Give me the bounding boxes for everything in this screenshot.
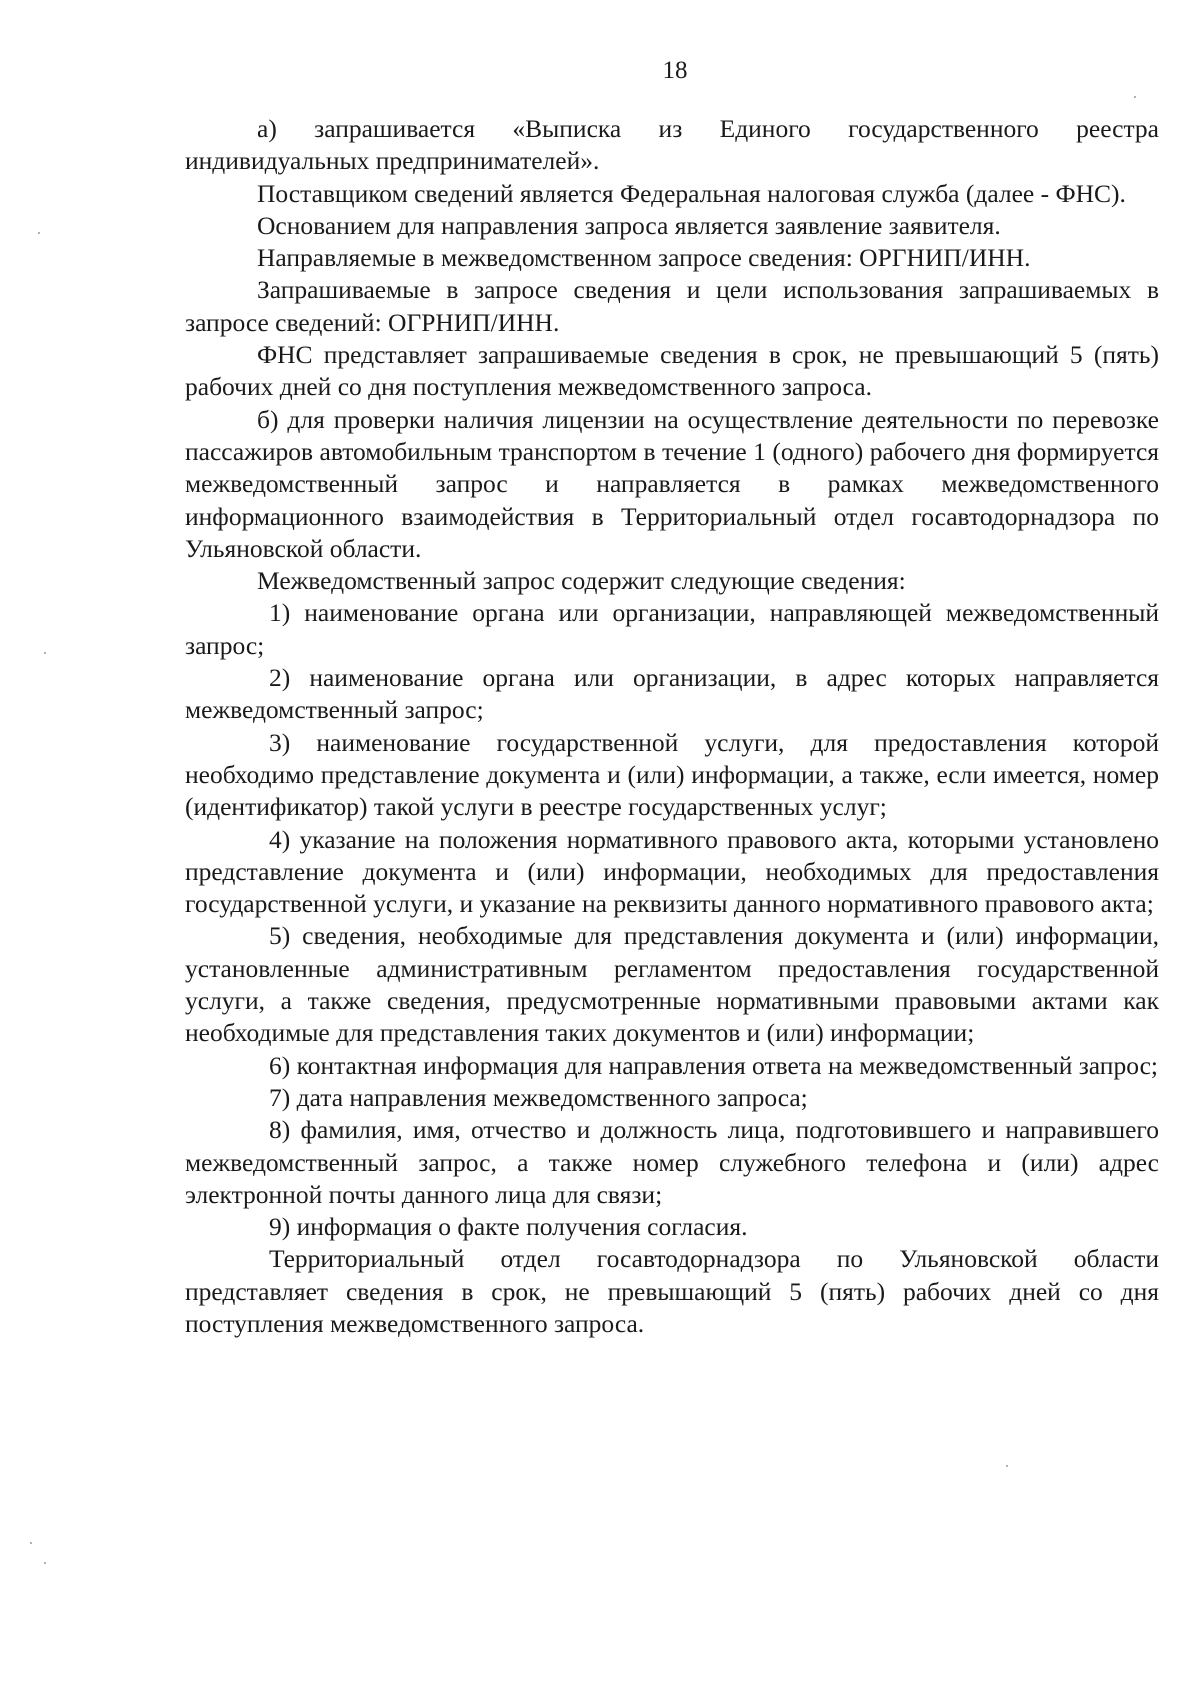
list-item-9: 9) информация о факте получения согласия. — [269, 1212, 748, 1242]
page-number: 18 — [662, 57, 688, 84]
scan-speck — [44, 1562, 46, 1564]
list-item-1: 1) наименование органа или организации, направляющей межведомственный запрос; — [185, 598, 1159, 660]
list-item-6: 6) контактная информация для направления ответа на межведомственный запрос; — [269, 1050, 1158, 1080]
paragraph-license-check: б) для проверки наличия лицензии на осуществление деятельности по перевозке пассажиров автомобильным транспортом в течение 1 (одного) рабочего дня формируется межведомственный запрос и направляется в рамках межведомственного информационного взаимодействия в Территориальный отдел госавтодорнадзора по Ульяновской области. — [185, 404, 1159, 563]
scan-speck — [44, 652, 46, 654]
list-item-7: 7) дата направления межведомственного запроса; — [269, 1082, 808, 1112]
paragraph-request-contents: Межведомственный запрос содержит следующие сведения: — [257, 566, 906, 596]
scan-speck — [30, 1542, 32, 1544]
scan-speck — [1006, 1465, 1008, 1467]
list-item-8: 8) фамилия, имя, отчество и должность лица, подготовившего и направившего межведомственный запрос, а также номер служебного телефона и (или) адрес электронной почты данного лица для связи; — [185, 1115, 1159, 1209]
list-item-4: 4) указание на положения нормативного правового акта, которыми установлено представление документа и (или) информации, необходимых для предоставления государственной услуги, и указание на реквизиты данного нормативного правового акта; — [185, 824, 1159, 919]
list-item-2: 2) наименование органа или организации, в адрес которых направляется межведомственный запрос; — [185, 663, 1159, 725]
scan-speck — [1134, 96, 1136, 98]
paragraph-basis: Основанием для направления запроса является заявление заявителя. — [257, 210, 1001, 240]
scan-speck — [38, 232, 40, 234]
paragraph-supplier-fns: Поставщиком сведений является Федеральная налоговая служба (далее - ФНС). — [257, 178, 1126, 208]
paragraph-territorial-term: Территориальный отдел госавтодорнадзора по Ульяновской области представляет сведения в срок, не превышающий 5 (пять) рабочих дней со дня поступления межведомственного запроса. — [185, 1244, 1159, 1338]
paragraph-sent-data: Направляемые в межведомственном запросе сведения: ОРГНИП/ИНН. — [257, 243, 1031, 273]
paragraph-fns-term: ФНС представляет запрашиваемые сведения в срок, не превышающий 5 (пять) рабочих дней со дня поступления межведомственного запроса. — [185, 340, 1159, 402]
paragraph-requested-data: Запрашиваемые в запросе сведения и цели использования запрашиваемых в запросе сведений: ОГРНИП/ИНН. — [185, 275, 1159, 337]
list-item-3: 3) наименование государственной услуги, для предоставления которой необходимо представление документа и (или) информации, а также, если имеется, номер (идентификатор) такой услуги в реестре государственных услуг; — [185, 727, 1159, 822]
paragraph-request-egrip: а) запрашивается «Выписка из Единого государственного реестра индивидуальных предпринимателей». — [185, 114, 1159, 176]
document-body — [185, 113, 1159, 1340]
list-item-5: 5) сведения, необходимые для представления документа и (или) информации, установленные административным регламентом предоставления государственной услуги, а также сведения, предусмотренные нормативными правовыми актами как необходимые для представления таких документов и (или) информации; — [185, 921, 1159, 1048]
